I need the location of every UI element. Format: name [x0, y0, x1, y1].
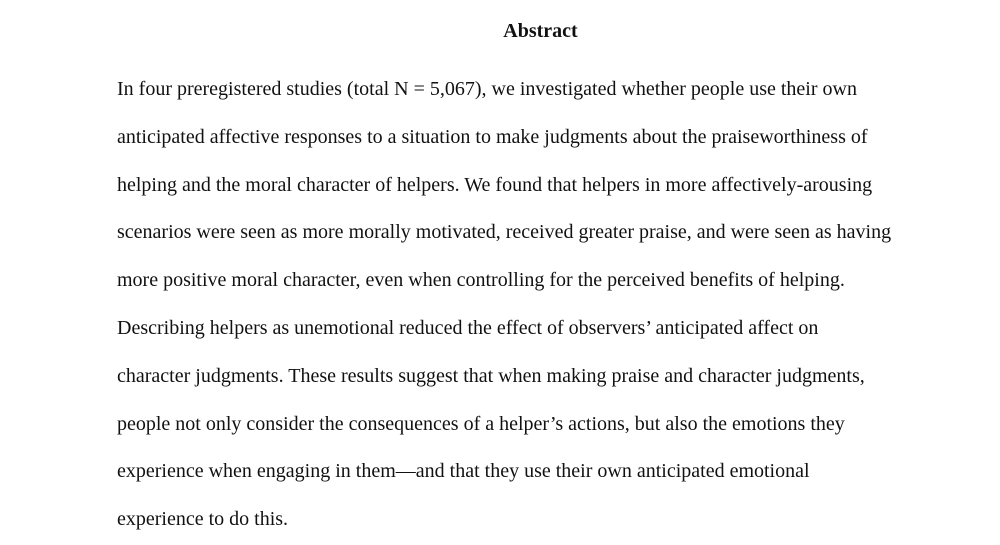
abstract-line: Describing helpers as unemotional reduced the effect of observers’ anticipated affect on: [117, 316, 819, 339]
abstract-line: experience to do this.: [117, 508, 289, 531]
abstract-line: anticipated affective responses to a situation to make judgments about the praiseworthiness of: [117, 125, 868, 148]
abstract-body: [117, 66, 977, 544]
abstract-line: In four preregistered studies (total N = 5,067), we investigated whether people use their own: [117, 78, 857, 100]
abstract-line: scenarios were seen as more morally motivated, received greater praise, and were seen as having: [117, 221, 892, 244]
abstract-line: character judgments. These results suggest that when making praise and character judgments,: [117, 364, 865, 387]
abstract-line: people not only consider the consequences of a helper’s actions, but also the emotions they: [117, 412, 845, 435]
abstract-line: more positive moral character, even when controlling for the perceived benefits of helping.: [117, 269, 845, 292]
abstract-line: experience when engaging in them—and that they use their own anticipated emotional: [117, 460, 810, 483]
abstract-title: Abstract: [503, 20, 578, 42]
abstract-line: helping and the moral character of helpers. We found that helpers in more affectively-arousing: [117, 173, 873, 196]
